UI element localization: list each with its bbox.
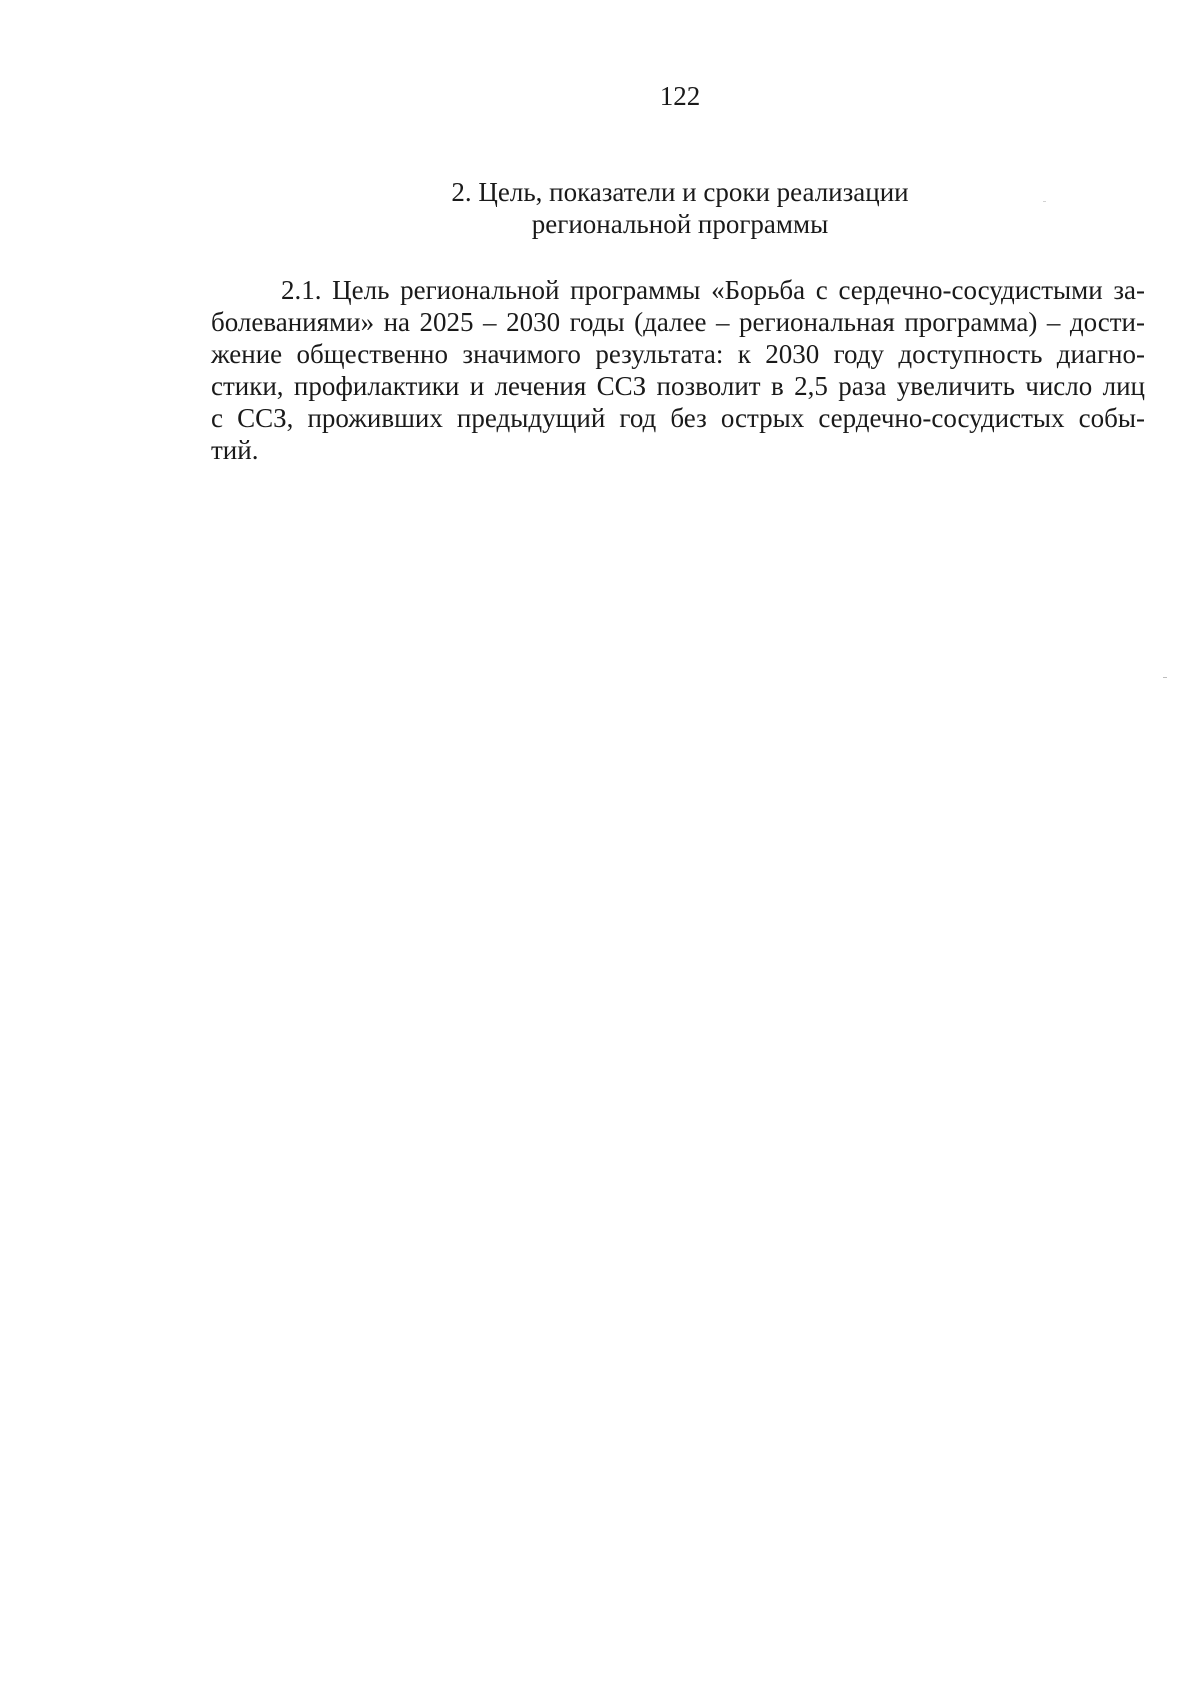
paragraph-line: тий.	[211, 435, 259, 465]
page-number: 122	[659, 81, 701, 111]
paragraph-line: жение общественно значимого результата: к 2030 году доступность диагно-	[211, 339, 1145, 369]
section-heading-line-1: 2. Цель, показатели и сроки реализации	[451, 177, 909, 207]
section-heading	[0, 176, 1200, 240]
section-heading-line-2: региональной программы	[531, 209, 829, 239]
paragraph-line: 2.1. Цель региональной программы «Борьба с сердечно-сосудистыми за-	[281, 275, 1145, 305]
scan-artifact	[1043, 201, 1046, 202]
paragraph-line: с ССЗ, проживших предыдущий год без острых сердечно-сосудистых собы-	[211, 403, 1145, 433]
body-paragraph	[211, 274, 1145, 466]
scan-artifact	[1163, 677, 1167, 678]
paragraph-line: стики, профилактики и лечения ССЗ позволит в 2,5 раза увеличить число лиц	[211, 371, 1145, 401]
paragraph-line: болеваниями» на 2025 – 2030 годы (далее – региональная программа) – дости-	[211, 307, 1145, 337]
